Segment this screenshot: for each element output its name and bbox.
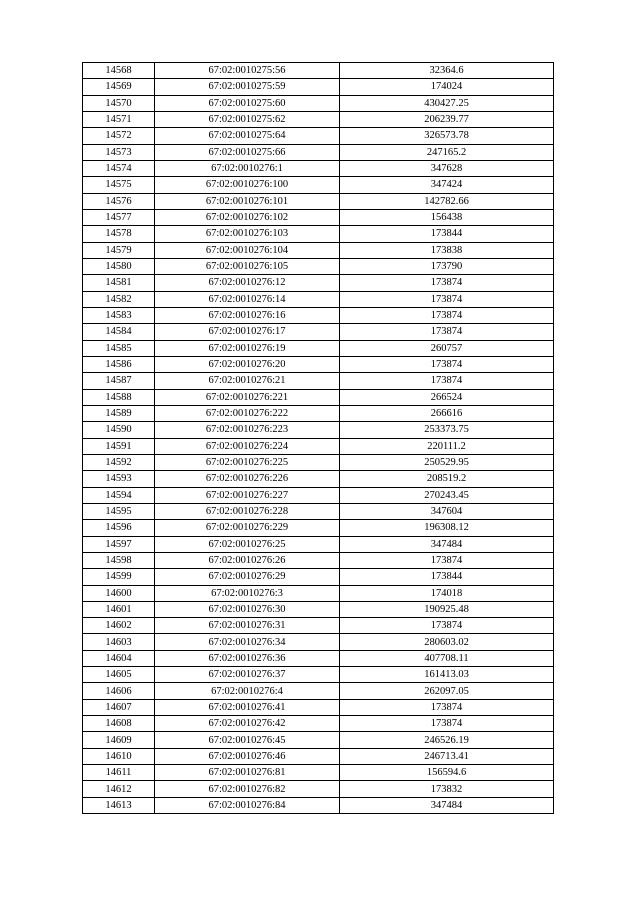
row-number-cell: 14592 [83,454,155,470]
row-number-cell: 14568 [83,63,155,79]
value-cell: 173844 [340,226,554,242]
table-row [83,373,554,389]
cadastral-number-cell: 67:02:0010276:37 [155,667,340,683]
table-row [83,503,554,519]
value-cell: 196308.12 [340,520,554,536]
row-number-cell: 14571 [83,111,155,127]
table-row [83,144,554,160]
cadastral-number-cell: 67:02:0010276:102 [155,209,340,225]
table-row [83,634,554,650]
row-number-cell: 14610 [83,748,155,764]
value-cell: 173874 [340,307,554,323]
table-row [83,667,554,683]
table-row [83,405,554,421]
row-number-cell: 14584 [83,324,155,340]
cadastral-number-cell: 67:02:0010275:62 [155,111,340,127]
cadastral-number-cell: 67:02:0010276:1 [155,160,340,176]
value-cell: 347484 [340,536,554,552]
row-number-cell: 14597 [83,536,155,552]
cadastral-number-cell: 67:02:0010276:227 [155,487,340,503]
cadastral-number-cell: 67:02:0010276:225 [155,454,340,470]
cadastral-number-cell: 67:02:0010276:42 [155,716,340,732]
cadastral-number-cell: 67:02:0010276:226 [155,471,340,487]
cadastral-number-cell: 67:02:0010276:105 [155,258,340,274]
table-row [83,454,554,470]
table-row [83,699,554,715]
row-number-cell: 14590 [83,422,155,438]
value-cell: 173838 [340,242,554,258]
table-row [83,324,554,340]
table-row [83,242,554,258]
value-cell: 173874 [340,324,554,340]
value-cell: 173832 [340,781,554,797]
cadastral-number-cell: 67:02:0010276:104 [155,242,340,258]
value-cell: 173874 [340,356,554,372]
row-number-cell: 14603 [83,634,155,650]
value-cell: 173874 [340,275,554,291]
cadastral-number-cell: 67:02:0010276:19 [155,340,340,356]
row-number-cell: 14599 [83,569,155,585]
row-number-cell: 14576 [83,193,155,209]
cadastral-number-cell: 67:02:0010276:20 [155,356,340,372]
table-row [83,340,554,356]
row-number-cell: 14608 [83,716,155,732]
value-cell: 253373.75 [340,422,554,438]
value-cell: 347628 [340,160,554,176]
value-cell: 190925.48 [340,601,554,617]
table-row [83,650,554,666]
value-cell: 220111.2 [340,438,554,454]
cadastral-number-cell: 67:02:0010276:4 [155,683,340,699]
row-number-cell: 14572 [83,128,155,144]
value-cell: 250529.95 [340,454,554,470]
row-number-cell: 14609 [83,732,155,748]
row-number-cell: 14570 [83,95,155,111]
value-cell: 173874 [340,716,554,732]
value-cell: 246713.41 [340,748,554,764]
table-row [83,160,554,176]
cadastral-number-cell: 67:02:0010276:101 [155,193,340,209]
table-row [83,569,554,585]
table-row [83,193,554,209]
table-row [83,128,554,144]
cadastral-number-cell: 67:02:0010276:223 [155,422,340,438]
cadastral-number-cell: 67:02:0010276:25 [155,536,340,552]
cadastral-number-cell: 67:02:0010276:26 [155,552,340,568]
cadastral-number-cell: 67:02:0010275:56 [155,63,340,79]
table-row [83,177,554,193]
table-row [83,748,554,764]
cadastral-number-cell: 67:02:0010276:100 [155,177,340,193]
cadastral-number-cell: 67:02:0010276:46 [155,748,340,764]
table-row [83,765,554,781]
row-number-cell: 14581 [83,275,155,291]
row-number-cell: 14612 [83,781,155,797]
value-cell: 32364.6 [340,63,554,79]
cadastral-number-cell: 67:02:0010276:16 [155,307,340,323]
value-cell: 173874 [340,618,554,634]
row-number-cell: 14577 [83,209,155,225]
value-cell: 208519.2 [340,471,554,487]
value-cell: 430427.25 [340,95,554,111]
cadastral-number-cell: 67:02:0010276:17 [155,324,340,340]
row-number-cell: 14569 [83,79,155,95]
table-row [83,226,554,242]
row-number-cell: 14583 [83,307,155,323]
row-number-cell: 14611 [83,765,155,781]
row-number-cell: 14591 [83,438,155,454]
value-cell: 347424 [340,177,554,193]
row-number-cell: 14585 [83,340,155,356]
table-row [83,291,554,307]
table-row [83,683,554,699]
row-number-cell: 14605 [83,667,155,683]
table-row [83,716,554,732]
cadastral-number-cell: 67:02:0010276:221 [155,389,340,405]
row-number-cell: 14586 [83,356,155,372]
row-number-cell: 14594 [83,487,155,503]
row-number-cell: 14602 [83,618,155,634]
row-number-cell: 14580 [83,258,155,274]
table-row [83,471,554,487]
value-cell: 173874 [340,552,554,568]
cadastral-number-cell: 67:02:0010275:59 [155,79,340,95]
value-cell: 246526.19 [340,732,554,748]
cadastral-number-cell: 67:02:0010276:84 [155,797,340,813]
cadastral-number-cell: 67:02:0010276:224 [155,438,340,454]
cadastral-number-cell: 67:02:0010276:14 [155,291,340,307]
cadastral-number-cell: 67:02:0010276:82 [155,781,340,797]
row-number-cell: 14582 [83,291,155,307]
value-cell: 161413.03 [340,667,554,683]
row-number-cell: 14588 [83,389,155,405]
table-row [83,732,554,748]
cadastral-number-cell: 67:02:0010276:222 [155,405,340,421]
table-row [83,797,554,813]
cadastral-number-cell: 67:02:0010275:64 [155,128,340,144]
table-row [83,79,554,95]
row-number-cell: 14606 [83,683,155,699]
cadastral-number-cell: 67:02:0010276:31 [155,618,340,634]
cadastral-number-cell: 67:02:0010276:29 [155,569,340,585]
cadastral-number-cell: 67:02:0010276:45 [155,732,340,748]
cadastral-number-cell: 67:02:0010276:34 [155,634,340,650]
cadastral-number-cell: 67:02:0010275:60 [155,95,340,111]
value-cell: 173874 [340,373,554,389]
value-cell: 280603.02 [340,634,554,650]
table-row [83,275,554,291]
row-number-cell: 14604 [83,650,155,666]
table-row [83,520,554,536]
value-cell: 260757 [340,340,554,356]
cadastral-number-cell: 67:02:0010276:81 [155,765,340,781]
cadastral-number-cell: 67:02:0010276:228 [155,503,340,519]
row-number-cell: 14574 [83,160,155,176]
cadastral-number-cell: 67:02:0010276:3 [155,585,340,601]
table-row [83,601,554,617]
value-cell: 173874 [340,291,554,307]
value-cell: 173874 [340,699,554,715]
value-cell: 262097.05 [340,683,554,699]
row-number-cell: 14593 [83,471,155,487]
data-table [82,62,554,814]
value-cell: 174018 [340,585,554,601]
table-row [83,618,554,634]
row-number-cell: 14607 [83,699,155,715]
table-row [83,552,554,568]
row-number-cell: 14601 [83,601,155,617]
cadastral-number-cell: 67:02:0010276:103 [155,226,340,242]
row-number-cell: 14595 [83,503,155,519]
row-number-cell: 14589 [83,405,155,421]
cadastral-number-cell: 67:02:0010276:30 [155,601,340,617]
row-number-cell: 14587 [83,373,155,389]
value-cell: 156594.6 [340,765,554,781]
table-row [83,422,554,438]
table-row [83,258,554,274]
table-body [83,63,554,814]
table-row [83,63,554,79]
value-cell: 142782.66 [340,193,554,209]
cadastral-number-cell: 67:02:0010276:21 [155,373,340,389]
value-cell: 266616 [340,405,554,421]
row-number-cell: 14575 [83,177,155,193]
cadastral-number-cell: 67:02:0010276:12 [155,275,340,291]
table-row [83,95,554,111]
row-number-cell: 14578 [83,226,155,242]
table-row [83,356,554,372]
table-row [83,585,554,601]
value-cell: 247165.2 [340,144,554,160]
table-row [83,536,554,552]
value-cell: 206239.77 [340,111,554,127]
table-row [83,438,554,454]
value-cell: 270243.45 [340,487,554,503]
row-number-cell: 14613 [83,797,155,813]
value-cell: 347484 [340,797,554,813]
cadastral-number-cell: 67:02:0010276:36 [155,650,340,666]
row-number-cell: 14600 [83,585,155,601]
row-number-cell: 14579 [83,242,155,258]
value-cell: 407708.11 [340,650,554,666]
table-row [83,111,554,127]
value-cell: 326573.78 [340,128,554,144]
value-cell: 173844 [340,569,554,585]
value-cell: 347604 [340,503,554,519]
cadastral-number-cell: 67:02:0010276:229 [155,520,340,536]
table-row [83,307,554,323]
cadastral-number-cell: 67:02:0010276:41 [155,699,340,715]
value-cell: 266524 [340,389,554,405]
table-row [83,487,554,503]
value-cell: 174024 [340,79,554,95]
table-row [83,781,554,797]
row-number-cell: 14573 [83,144,155,160]
value-cell: 156438 [340,209,554,225]
cadastral-number-cell: 67:02:0010275:66 [155,144,340,160]
value-cell: 173790 [340,258,554,274]
row-number-cell: 14596 [83,520,155,536]
table-row [83,389,554,405]
row-number-cell: 14598 [83,552,155,568]
table-row [83,209,554,225]
